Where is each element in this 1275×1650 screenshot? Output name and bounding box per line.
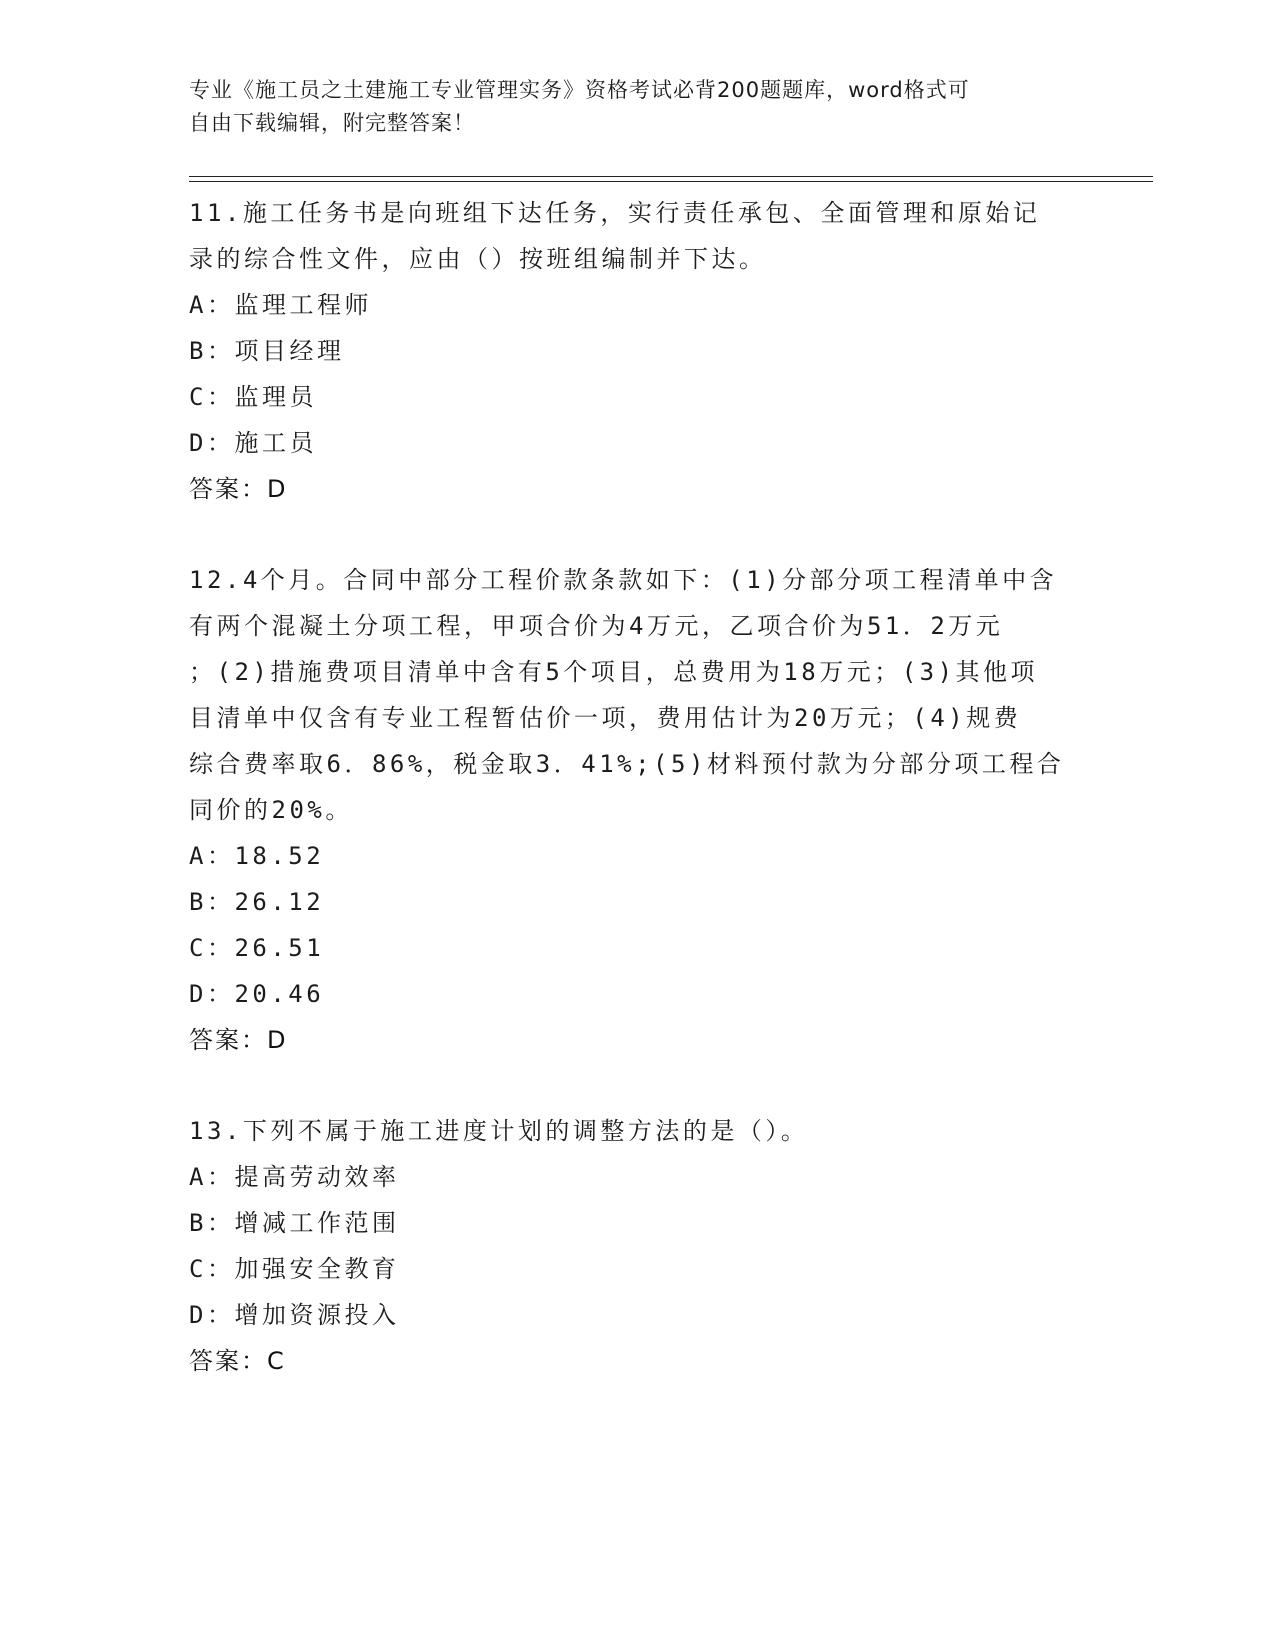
question-text: 12.4个月。合同中部分工程价款条款如下：(1)分部分项工程清单中含 [189, 566, 1058, 594]
question-text: 11.施工任务书是向班组下达任务，实行责任承包、全面管理和原始记 [189, 199, 1041, 227]
option-d: D：20.46 [189, 980, 325, 1008]
answer: 答案：D [189, 475, 288, 503]
question-text: ；(2)措施费项目清单中含有5个项目，总费用为18万元；(3)其他项 [189, 658, 1039, 686]
option-a: A：提高劳动效率 [189, 1163, 400, 1191]
document-header [189, 74, 1089, 140]
option-d: D：施工员 [189, 429, 317, 457]
answer: 答案：C [189, 1347, 286, 1375]
option-a: A：18.52 [189, 842, 325, 870]
question-text: 录的综合性文件，应由（）按班组编制并下达。 [189, 245, 767, 273]
question-text: 综合费率取6．86%，税金取3．41%;(5)材料预付款为分部分项工程合 [189, 750, 1065, 778]
header-divider-top [189, 176, 1153, 177]
option-b: B：26.12 [189, 888, 325, 916]
question-text: 13.下列不属于施工进度计划的调整方法的是（）。 [189, 1117, 809, 1145]
question-12 [189, 557, 1089, 1063]
option-b: B：增减工作范围 [189, 1209, 400, 1237]
option-d: D：增加资源投入 [189, 1301, 400, 1329]
header-line: 自由下载编辑，附完整答案！ [189, 111, 475, 135]
question-text: 有两个混凝土分项工程，甲项合价为4万元，乙项合价为51．2万元 [189, 612, 1004, 640]
question-list [189, 190, 1089, 1429]
question-13 [189, 1108, 1089, 1384]
question-text: 目清单中仅含有专业工程暂估价一项，费用估计为20万元；(4)规费 [189, 704, 1022, 732]
option-c: C：加强安全教育 [189, 1255, 400, 1283]
header-line: 专业《施工员之土建施工专业管理实务》资格考试必背200题题库，word格式可 [189, 78, 970, 102]
option-c: C：监理员 [189, 383, 317, 411]
question-11 [189, 190, 1089, 512]
option-b: B：项目经理 [189, 337, 345, 365]
option-a: A：监理工程师 [189, 291, 372, 319]
answer: 答案：D [189, 1026, 288, 1054]
question-text: 同价的20%。 [189, 796, 353, 824]
header-divider-bottom [189, 181, 1153, 182]
option-c: C：26.51 [189, 934, 325, 962]
